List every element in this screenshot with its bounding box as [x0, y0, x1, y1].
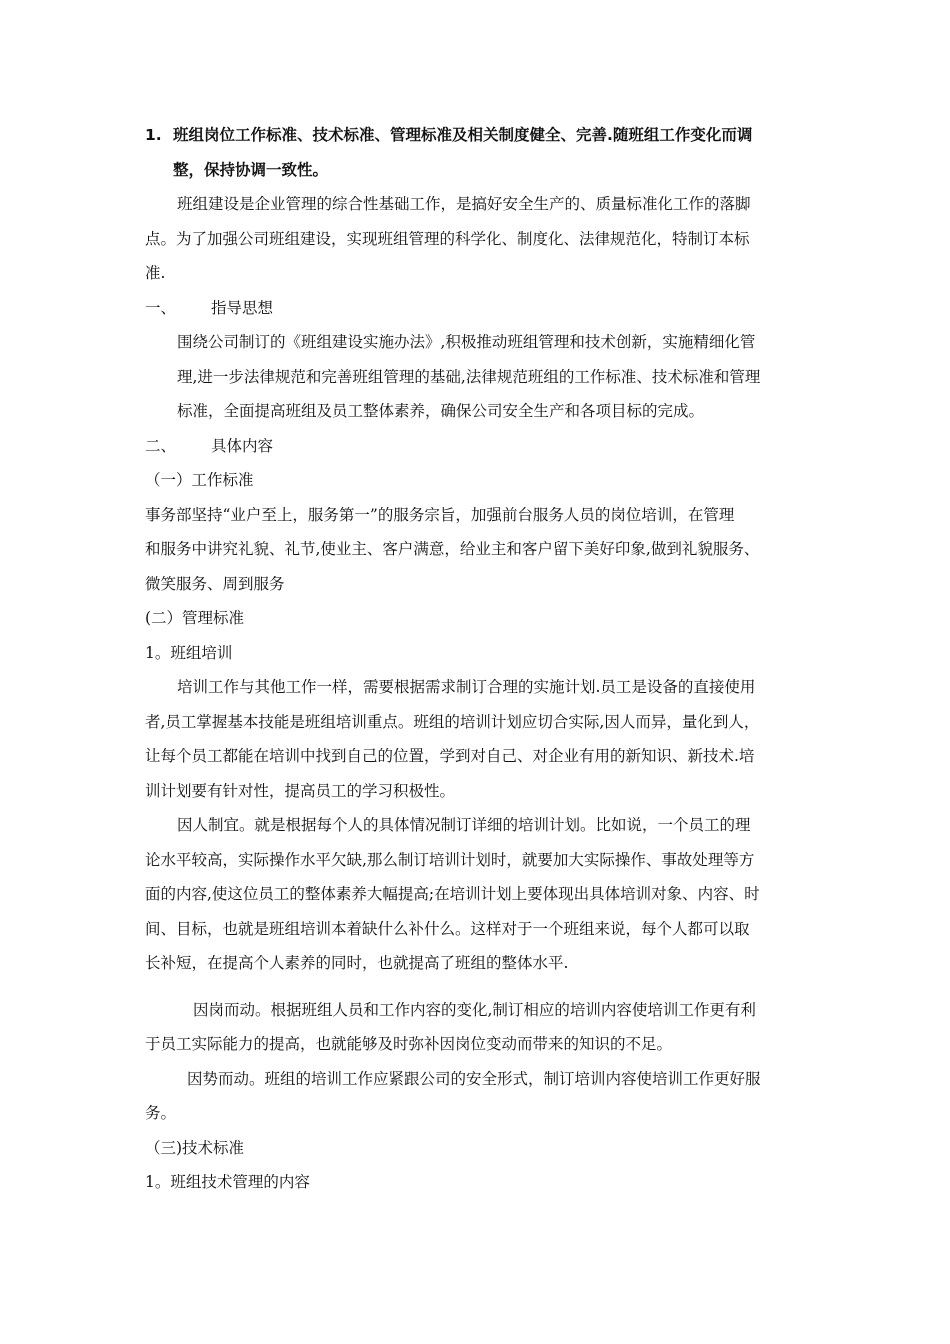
paragraph-gap [145, 981, 810, 993]
sub3-title: （三)技术标准 [145, 1138, 245, 1157]
section1-line-3: 标准，全面提高班组及员工整体素养，确保公司安全生产和各项目标的完成。 [177, 402, 705, 420]
sub1-line-1: 事务部坚持“业户至上，服务第一”的服务宗旨，加强前台服务人员的岗位培训，在管理 [145, 505, 735, 524]
section1-line-2: 理,进一步法律规范和完善班组管理的基础,法律规范班组的工作标准、技术标准和管理 [177, 367, 761, 386]
sub2-para4-line-2: 务。 [145, 1104, 177, 1122]
intro-line-1: 班组建设是企业管理的综合性基础工作，是搞好安全生产的、质量标准化工作的落脚 [177, 195, 751, 213]
section1-heading [145, 291, 810, 326]
heading-number: 1. [145, 126, 162, 144]
sub2-title: (二）管理标准 [145, 609, 245, 627]
section1-title: 指导思想 [211, 298, 274, 317]
intro-line-2: 点。为了加强公司班组建设，实现班组管理的科学化、制度化、法律规范化，特制订本标 [145, 229, 750, 248]
heading-line-2: 整，保持协调一致性。 [173, 160, 329, 179]
section2-number: 二、 [145, 436, 177, 455]
heading-text-1: 班组岗位工作标准、技术标准、管理标准及相关制度健全、完善.随班组工作变化而调 [173, 126, 753, 144]
section2-heading [145, 429, 810, 464]
intro-line-3: 准. [145, 264, 166, 282]
sub3-item1: 1。班组技术管理的内容 [145, 1173, 310, 1191]
heading-line-1 [145, 118, 810, 153]
sub2-para1-line-3: 让每个员工都能在培训中找到自己的位置，学到对自己、对企业有用的新知识、新技术.培 [145, 747, 755, 765]
sub2-item1: 1。班组培训 [145, 643, 233, 662]
section1-number: 一、 [145, 298, 177, 317]
sub2-para1-line-1: 培训工作与其他工作一样，需要根据需求制订合理的实施计划.员工是设备的直接使用 [177, 678, 756, 696]
sub2-para2-line-4: 间、目标，也就是班组培训本着缺什么补什么。这样对于一个班组来说，每个人都可以取 [145, 919, 750, 938]
sub2-para2-line-5: 长补短，在提高个人素养的同时，也就提高了班组的整体水平. [145, 954, 569, 972]
section2-title: 具体内容 [211, 436, 274, 455]
sub2-para2-line-3: 面的内容,使这位员工的整体素养大幅提高;在培训计划上要体现出具体培训对象、内容、时 [145, 885, 760, 903]
document-body [145, 118, 810, 1200]
sub2-para2-line-1: 因人制宜。就是根据每个人的具体情况制订详细的培训计划。比如说，一个员工的理 [177, 816, 751, 834]
sub2-para3-line-2: 于员工实际能力的提高，也就能够及时弥补因岗位变动而带来的知识的不足。 [145, 1035, 673, 1053]
sub1-line-2: 和服务中讲究礼貌、礼节,使业主、客户满意，给业主和客户留下美好印象,做到礼貌服务、 [145, 540, 760, 558]
sub2-para3-line-1: 因岗而动。根据班组人员和工作内容的变化,制订相应的培训内容使培训工作更有利 [193, 1000, 756, 1019]
section1-line-1: 围绕公司制订的《班组建设实施办法》,积极推动班组管理和技术创新，实施精细化管 [177, 333, 756, 351]
sub1-line-3: 微笑服务、周到服务 [145, 574, 285, 593]
sub2-para4-line-1: 因势而动。班组的培训工作应紧跟公司的安全形式，制订培训内容使培训工作更好服 [187, 1069, 761, 1088]
sub2-para1-line-2: 者,员工掌握基本技能是班组培训重点。班组的培训计划应切合实际,因人而异，量化到人， [145, 712, 760, 731]
sub2-para1-line-4: 训计划要有针对性，提高员工的学习积极性。 [145, 781, 456, 800]
sub1-title: （一）工作标准 [145, 471, 254, 489]
sub2-para2-line-2: 论水平较高，实际操作水平欠缺,那么制订培训计划时，就要加大实际操作、事故处理等方 [145, 850, 755, 869]
